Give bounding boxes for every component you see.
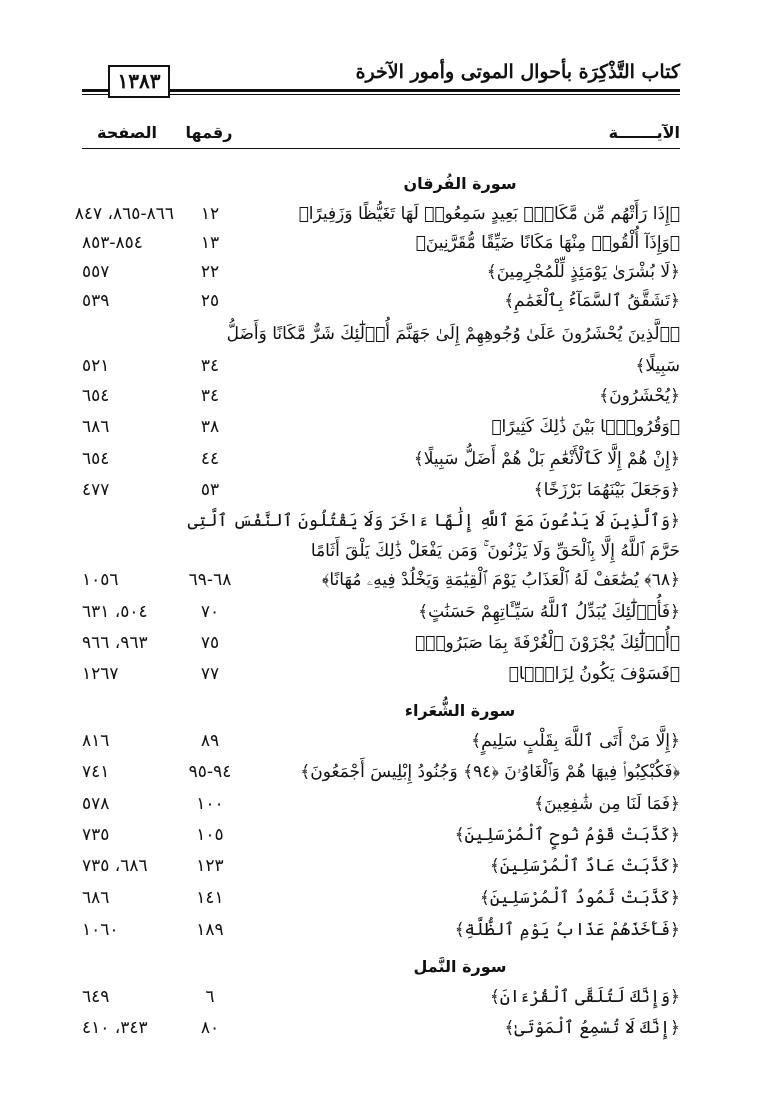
page-ref: ٧٤١ — [82, 762, 110, 782]
page-ref: ٦٨٦، ٧٣٥ — [82, 856, 148, 876]
ayah-number: ٧٠ — [200, 602, 220, 622]
page-ref: ٥٧٨ — [82, 794, 110, 814]
ayah-number: ٣٤ — [200, 386, 220, 406]
column-header-number: رقمها — [185, 123, 233, 142]
ayah-text: ﴿وَجَعَلَ بَيْنَهُمَا بَرْزَخًا﴾ — [533, 480, 680, 500]
index-row — [82, 564, 680, 596]
page-ref: ٧٣٥ — [82, 825, 110, 845]
book-title: كتاب التَّذْكِرَة بأحوال الموتى وأمور الآخرة — [355, 61, 680, 83]
ayah-number: ٣٨ — [200, 417, 220, 437]
header-rule — [82, 89, 680, 92]
index-row — [82, 285, 680, 317]
page-ref: ٥٣٩ — [82, 291, 110, 311]
ayah-text: ﴿إِذَا رَأَتْهُم مِّن مَّكَانٍۭ بَعِيدٍ سَمِعُوا۟ لَهَا تَغَيُّظًا وَزَفِيرًا﴾ — [298, 204, 680, 224]
ayah-number: ١٨٩ — [196, 920, 224, 940]
page-ref: ٥٢١ — [82, 356, 110, 376]
ayah-number: ١٤١ — [196, 888, 224, 908]
page-ref: ٩٦٣، ٩٦٦ — [82, 633, 148, 653]
page-ref: ٥٥٧ — [82, 262, 110, 282]
index-row — [74, 198, 680, 230]
page-ref: ٦٥٤ — [82, 449, 110, 469]
ayah-number: ٨٠ — [200, 1018, 220, 1038]
ayah-number: ٣٤ — [200, 356, 220, 376]
index-row — [82, 981, 680, 1013]
page-ref: ٦٤٩ — [82, 987, 110, 1007]
ayah-text: ﴿إِنَّكَ لَا تُسْمِعُ ٱلْمَوْتَىٰ﴾ — [504, 1018, 680, 1038]
page-ref: ٨١٦ — [82, 731, 110, 751]
ayah-text: ﴿وَقُرُونًۢا بَيْنَ ذَٰلِكَ كَثِيرًا﴾ — [491, 417, 680, 437]
ayah-number: ٥٣ — [200, 480, 220, 500]
ayah-text: ﴿وَإِنَّكَ لَتُلَقَّى ٱلْقُرْءَانَ﴾ — [489, 987, 680, 1007]
index-row — [82, 627, 680, 659]
ayah-text: ﴿إِلَّا مَنْ أَتَى ٱللَّهَ بِقَلْبٍ سَلِيمٍ﴾ — [471, 731, 680, 751]
page-ref: ٤٧٧ — [82, 480, 110, 500]
surah-title: سورة النَّمل — [413, 957, 507, 976]
page-ref: ٨٥٤-٨٥٣ — [82, 233, 143, 253]
ayah-number: ١٠٥ — [196, 825, 224, 845]
ayah-number: ٦٨-٦٩ — [188, 570, 232, 590]
page-ref: ١٠٥٦ — [82, 570, 119, 590]
ayah-number: ٧٧ — [200, 664, 220, 684]
index-row — [82, 596, 680, 628]
index-row — [82, 380, 680, 412]
page-ref: ٨٦٦-٨٦٥، ٨٤٧ — [74, 204, 174, 224]
ayah-number: ١٣ — [200, 233, 220, 253]
ayah-text: ﴿أُو۟لَٰٓئِكَ يُجْزَوْنَ ٱلْغُرْفَةَ بِمَا صَبَرُوا۟﴾ — [414, 633, 680, 653]
ayah-continuation: ﴿وَٱلَّذِينَ لَا يَدْعُونَ مَعَ ٱللَّهِ إِلَٰهًا ءَاخَرَ وَلَا يَقْتُلُونَ ٱلنَّفْسَ ٱلَّتِى — [187, 511, 680, 531]
ayah-number: ٢٥ — [200, 291, 220, 311]
ayah-number: ٢٢ — [200, 262, 220, 282]
page-ref: ٦٨٦ — [82, 417, 110, 437]
ayah-text: ﴿كَذَّبَتْ عَادٌ ٱلْمُرْسَلِينَ﴾ — [489, 856, 680, 876]
ayah-text: ﴿فَمَا لَنَا مِن شَٰفِعِينَ﴾ — [534, 794, 680, 814]
ayah-number: ٨٩ — [200, 731, 220, 751]
page-ref: ٥٠٤، ٦٣١ — [82, 602, 148, 622]
ayah-text: ﴿فَأُو۟لَٰٓئِكَ يُبَدِّلُ ٱللَّهُ سَيِّـَٔاتِهِمْ حَسَنَٰتٍ﴾ — [418, 602, 680, 622]
ayah-text: ﴿كَذَّبَتْ ثَمُودُ ٱلْمُرْسَلِينَ﴾ — [479, 888, 680, 908]
ayah-number: ١٢٣ — [196, 856, 224, 876]
ayah-text: ﴿وَإِذَآ أُلْقُوا۟ مِنْهَا مَكَانًا ضَيِّقًا مُّقَرَّنِينَ﴾ — [415, 233, 680, 253]
ayah-text: ﴿إِنْ هُمْ إِلَّا كَٱلْأَنْعَٰمِ بَلْ هُمْ أَضَلُّ سَبِيلًا﴾ — [413, 449, 680, 469]
ayah-number: ٧٥ — [200, 633, 220, 653]
ayah-number: ١٢ — [200, 204, 220, 224]
ayah-continuation: حَرَّمَ ٱللَّهُ إِلَّا بِٱلْحَقِّ وَلَا يَزْنُونَ ۚ وَمَن يَفْعَلْ ذَٰلِكَ يَلْقَ أَثَامًا — [310, 541, 680, 561]
ayah-text: ﴿تَشَقَّقُ ٱلسَّمَآءُ بِٱلْغَمَٰمِ﴾ — [504, 291, 680, 311]
index-row — [82, 1012, 680, 1044]
surah-title: سورة الفُرقان — [403, 174, 517, 193]
ayah-text: ﴿٦٨﴾ يُضَٰعَفْ لَهُ ٱلْعَذَابُ يَوْمَ ٱلْقِيَٰمَةِ وَيَخْلُدْ فِيهِۦ مُهَانًا﴾ — [321, 570, 680, 590]
index-row — [82, 350, 680, 382]
index-row — [82, 443, 680, 475]
surah-title: سورة الشُّعَراء — [404, 701, 516, 720]
index-row — [82, 819, 680, 851]
page-ref: ٦٨٦ — [82, 888, 110, 908]
page-ref: ١٢٦٧ — [82, 664, 119, 684]
column-header-ayah: الآيـــــــة — [608, 123, 680, 142]
ayah-continuation: ﴿ٱلَّذِينَ يُحْشَرُونَ عَلَىٰ وُجُوهِهِمْ إِلَىٰ جَهَنَّمَ أُو۟لَٰٓئِكَ شَرٌّ مَّكَانًا وَأَضَلُّ — [226, 324, 680, 344]
page-ref: ٣٤٣، ٤١٠ — [82, 1018, 148, 1038]
ayah-text: ﴿فَسَوْفَ يَكُونُ لِزَامًۢا﴾ — [508, 664, 680, 684]
page-number: ١٣٨٣ — [108, 65, 170, 98]
index-row — [82, 756, 680, 788]
page-ref: ١٠٦٠ — [82, 920, 119, 940]
ayah-text: ﴿لَا بُشْرَىٰ يَوْمَئِذٍ لِّلْمُجْرِمِينَ﴾ — [486, 262, 680, 282]
index-row — [82, 256, 680, 288]
index-row — [82, 850, 680, 882]
index-row — [82, 227, 680, 259]
column-header-page: الصفحة — [96, 123, 157, 142]
ayah-text: ﴿يُحْشَرُونَ﴾ — [599, 386, 680, 406]
ayah-text: سَبِيلًا﴾ — [635, 356, 680, 376]
ayah-text: ﴿فَأَخَذَهُمْ عَذَابُ يَوْمِ ٱلظُّلَّةِ﴾ — [454, 920, 680, 940]
ayah-number: ٩٤-٩٥ — [188, 762, 232, 782]
index-row — [82, 725, 680, 757]
index-row — [82, 658, 680, 690]
page-ref: ٦٥٤ — [82, 386, 110, 406]
header-rule-thin — [82, 94, 680, 95]
index-row — [82, 788, 680, 820]
ayah-text: ﴿كَذَّبَتْ قَوْمُ نُوحٍ ٱلْمُرْسَلِينَ﴾ — [454, 825, 680, 845]
ayah-number: ٦ — [205, 987, 215, 1007]
ayah-text: ﴿فَكُبْكِبُوا۟ فِيهَا هُمْ وَٱلْغَاوُۥنَ ﴿٩٤﴾ وَجُنُودُ إِبْلِيسَ أَجْمَعُونَ﴾ — [300, 762, 680, 782]
ayah-number: ٤٤ — [200, 449, 220, 469]
index-row — [82, 411, 680, 443]
column-header-rule — [82, 148, 680, 149]
index-row — [82, 914, 680, 946]
index-row — [82, 474, 680, 506]
ayah-number: ١٠٠ — [196, 794, 224, 814]
index-row — [82, 882, 680, 914]
